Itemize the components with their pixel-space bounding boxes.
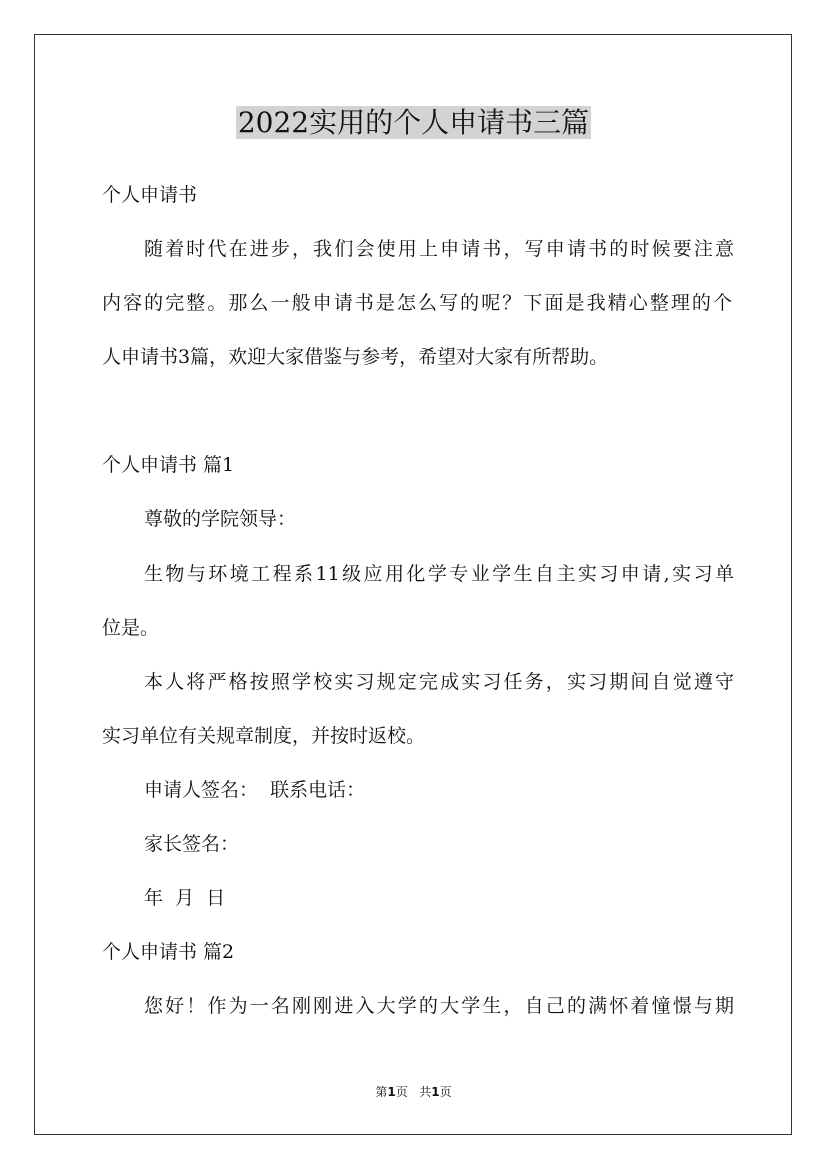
page-footer	[0, 1084, 827, 1100]
paragraph-line: 生物与环境工程系11级应用化学专业学生自主实习申请,实习单	[144, 563, 734, 585]
footer-page-prefix: 第	[375, 1085, 388, 1099]
paragraph-line: 本人将严格按照学校实习规定完成实习任务，实习期间自觉遵守	[144, 671, 734, 693]
section-heading-part-2: 个人申请书 篇2	[102, 941, 235, 963]
salutation: 尊敬的学院领导：	[144, 508, 297, 530]
footer-page-suffix: 页	[395, 1085, 408, 1099]
paragraph-line: 人申请书3篇，欢迎大家借鉴与参考，希望对大家有所帮助。	[102, 346, 609, 368]
paragraph-line: 位是。	[102, 617, 160, 639]
paragraph-line: 内容的完整。那么一般申请书是怎么写的呢？下面是我精心整理的个	[102, 292, 732, 314]
paragraph-line: 实习单位有关规章制度，并按时返校。	[102, 725, 426, 747]
footer-total-prefix: 共	[419, 1085, 432, 1099]
document-title	[0, 103, 827, 143]
section-heading: 个人申请书	[102, 184, 198, 206]
footer-total-number: 1	[431, 1085, 440, 1099]
footer-total-suffix: 页	[439, 1085, 452, 1099]
footer-page-number: 1	[387, 1085, 396, 1099]
paragraph-line: 您好！作为一名刚刚进入大学的大学生，自己的满怀着憧憬与期	[144, 995, 734, 1017]
document-title-text: 2022实用的个人申请书三篇	[237, 106, 590, 139]
parent-signature-line: 家长签名：	[144, 833, 240, 855]
section-heading-part-1: 个人申请书 篇1	[102, 454, 235, 476]
date-line: 年 月 日	[144, 887, 226, 909]
applicant-signature-line: 申请人签名： 联系电话：	[144, 779, 366, 801]
paragraph-line: 随着时代在进步，我们会使用上申请书，写申请书的时候要注意	[144, 238, 734, 260]
